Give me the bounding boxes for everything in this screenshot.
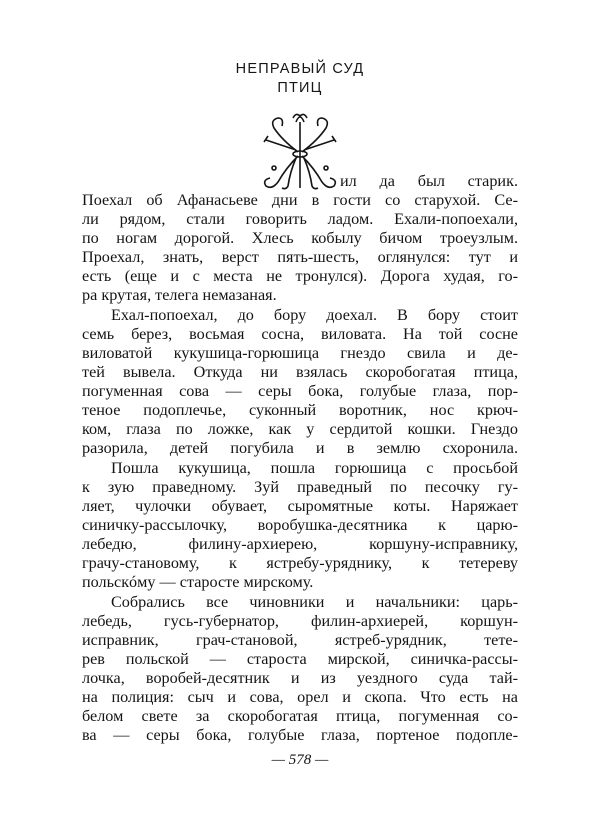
text-line: ли рядом, стали говорить ладом. Ехали-попоехали, <box>82 210 518 228</box>
text-line: семь берез, восьмая сосна, виловата. На той сосне <box>82 325 518 343</box>
text-line: ком, глаза по ложке, как у сердитой кошки. Гнездо <box>82 420 518 438</box>
text-line: разорила, детей погубила и в землю схоронила. <box>82 439 518 457</box>
text-line: ра крутая, телега немазаная. <box>82 286 277 304</box>
text-line: ва — серы бока, голубые глаза, портеное подопле- <box>82 726 518 744</box>
text-line: ляет, чулочки обувает, сыромятные коты. Наряжает <box>82 497 518 515</box>
text-line: виловатой кукушица-горюшица гнездо свила и де- <box>82 344 518 362</box>
text-line: синичку-рассылочку, воробушка-десятника к царю- <box>82 516 518 534</box>
text-line: к зую праведному. Зуй праведный по песочку гу- <box>82 478 518 496</box>
text-line: есть (еще и с места не тронулся). Дорога худая, го- <box>82 267 518 285</box>
story-title-line-1: НЕПРАВЫЙ СУД <box>235 61 365 77</box>
text-line: тей вывела. Откуда ни взялась скоробогатая птица, <box>82 363 518 381</box>
page-number: — 578 — <box>271 752 329 768</box>
text-line: польскóму — старосте мирскому. <box>82 573 314 591</box>
text-line: лочка, воробей-десятник и из уездного суда тай- <box>82 669 518 687</box>
text-line: Собрались все чиновники и начальники: царь- <box>111 593 518 611</box>
text-line: по ногам дорогой. Хлесь кобылу бичом троеузлым. <box>82 229 518 247</box>
text-line: лебедю, филину-архиерею, коршуну-исправнику, <box>82 535 518 553</box>
text-line: рев польской — староста мирской, синичка-рассы- <box>82 650 518 668</box>
text-line: Ехал-попоехал, до бору доехал. В бору стоит <box>111 306 518 324</box>
text-line: грачу-становому, к ястребу-уряднику, к тетереву <box>82 554 518 572</box>
text-line: Поехал об Афанасьеве дни в гости со старухой. Се- <box>82 191 518 209</box>
text-line: погуменная сова — серы бока, голубые глаза, пор- <box>82 382 518 400</box>
text-line: Проехал, знать, верст пять-шесть, оглянулся: тут и <box>82 248 518 266</box>
text-line: исправник, грач-становой, ястреб-урядник, тете- <box>82 631 518 649</box>
text-line: лебедь, гусь-губернатор, филин-архиерей, коршун- <box>82 612 518 630</box>
story-title-line-2: ПТИЦ <box>277 80 323 96</box>
text-line: теное подоплечье, суконный воротник, нос крюч- <box>82 401 518 419</box>
text-line: на полиция: сыч и сова, орел и скопа. Что есть на <box>82 688 518 706</box>
text-line: белом свете за скоробогатая птица, погуменная со- <box>82 707 518 725</box>
text-line: Пошла кукушица, пошла горюшица с просьбой <box>111 459 518 477</box>
ornamental-dropcap-zhe-icon <box>260 110 340 192</box>
text-line: ил да был старик. <box>340 172 518 190</box>
